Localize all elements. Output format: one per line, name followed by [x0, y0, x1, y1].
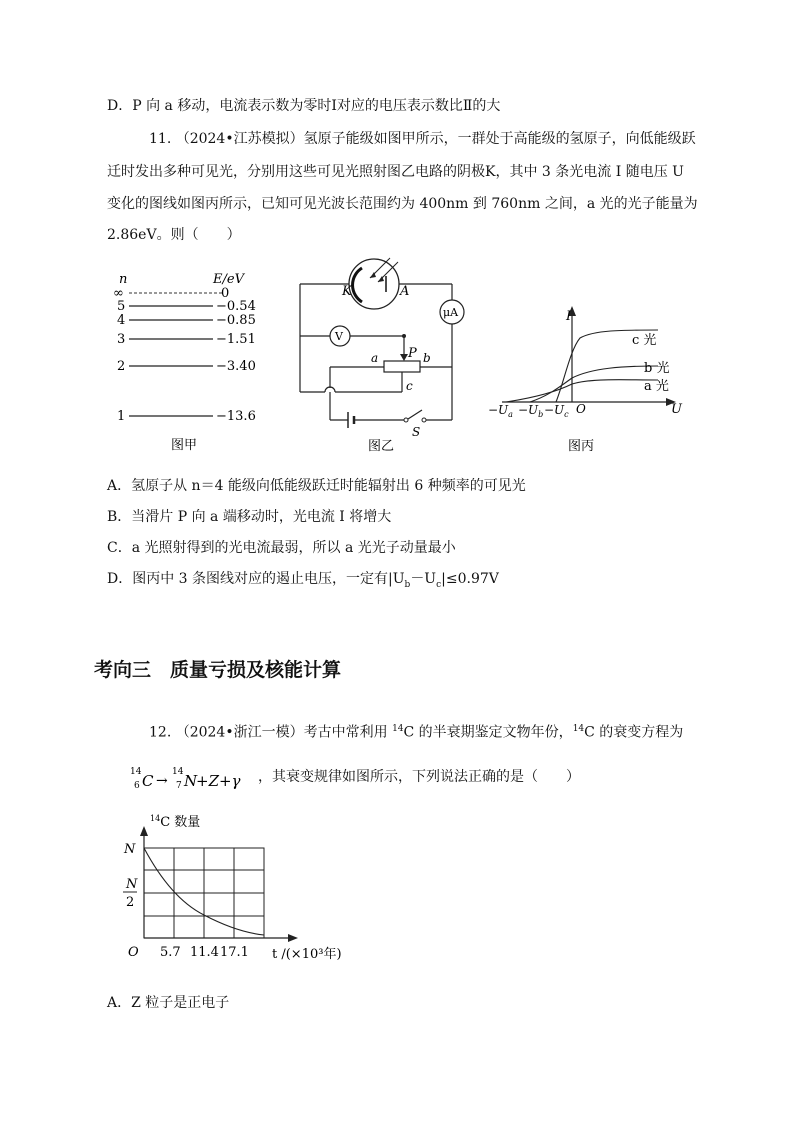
level-n: 2: [117, 359, 126, 374]
energy-header: E/eV: [213, 272, 244, 287]
slider-arrow: [400, 354, 408, 361]
section-heading: 考向三 质量亏损及核能计算: [94, 659, 342, 681]
level-energy: −0.85: [216, 313, 256, 328]
n-header: n: [119, 272, 128, 287]
svg-text:14: 14: [130, 767, 142, 777]
tick-label: 11.4: [190, 945, 219, 960]
x-axis-label: U: [671, 402, 682, 417]
svg-text:7: 7: [176, 781, 182, 791]
stop-voltage-a: $-U_a$: [488, 403, 513, 419]
tick-label: 17.1: [220, 945, 249, 960]
q11-option-a: A．氢原子从 n＝4 能级向低能级跃迁时能辐射出 6 种频率的可见光: [107, 478, 526, 494]
cathode: [353, 268, 362, 302]
prev-option-d: D．P 向 a 移动，电流表示数为零时Ⅰ对应的电压表示数比Ⅱ的大: [107, 98, 501, 114]
svg-text:→: →: [156, 773, 168, 789]
svg-text:+Z+γ: +Z+γ: [196, 772, 241, 790]
curve-label-c: c 光: [632, 333, 657, 348]
q11-stem-line2: 迁时发出多种可见光，分别用这些可见光照射图乙电路的阴极K，其中 3 条光电流 I 随电压 U: [107, 164, 684, 180]
fig-caption-jia: 图甲: [171, 438, 198, 453]
half-n-den: 2: [126, 895, 135, 910]
q11-option-d: D．图丙中 3 条图线对应的遏止电压，一定有$|U_b-U_c|\le 0.97V$: [107, 571, 499, 590]
label-pa: a: [371, 351, 379, 365]
graph-grid: [144, 848, 264, 938]
circuit-diagram: [290, 250, 480, 460]
label-k: K: [342, 284, 352, 299]
origin-label: O: [576, 402, 586, 416]
decay-equation: [126, 762, 260, 796]
level-energy: −0.54: [216, 299, 256, 314]
curve-b: [530, 366, 658, 402]
label-c: c: [406, 379, 413, 393]
graph-x-label: t /(×10³年): [272, 947, 342, 962]
label-s: S: [412, 425, 421, 439]
phototube: [349, 259, 399, 309]
level-energy: −13.6: [216, 409, 256, 424]
curve-label-b: b 光: [644, 361, 670, 376]
stop-voltage-b: $-U_b$: [518, 403, 544, 419]
tick-label: 5.7: [160, 945, 181, 960]
y-axis-label: I: [566, 309, 572, 324]
q11-stem-line3: 变化的图线如图丙所示，已知可见光波长范围约为 400nm 到 760nm 之间，a 光的光子能量为: [107, 196, 698, 212]
energy-level-diagram: [105, 266, 280, 456]
switch: [408, 410, 422, 419]
label-a: A: [400, 284, 410, 299]
curve-label-a: a 光: [644, 379, 669, 394]
q12-stem-line2: ，其衰变规律如图所示，下列说法正确的是（ ）: [258, 769, 580, 785]
microammeter-label: μA: [443, 306, 459, 319]
stop-voltage-c: $-U_c$: [544, 403, 569, 419]
rheostat: [384, 361, 420, 372]
graph-origin: O: [128, 945, 139, 960]
svg-text:C: C: [142, 772, 154, 790]
graph-y-label: $^{14}$C 数量: [150, 814, 201, 830]
svg-text:N: N: [184, 772, 198, 790]
fig-caption-bing: 图丙: [568, 439, 595, 454]
svg-text:6: 6: [134, 781, 140, 791]
iu-curves-diagram: [482, 302, 694, 458]
level-energy: 0: [221, 286, 230, 301]
decay-graph: [120, 808, 365, 968]
q11-stem-line1: 11. （2024•江苏模拟）氢原子能级如图甲所示，一群处于高能级的氢原子，向低能级跃: [149, 131, 696, 147]
voltmeter-label: V: [335, 330, 343, 343]
q12-option-a: A．Z 粒子是正电子: [107, 995, 230, 1011]
level-energy: −3.40: [216, 359, 256, 374]
level-n: 5: [117, 299, 126, 314]
q11-option-b: B．当滑片 P 向 a 端移动时，光电流 I 将增大: [107, 509, 392, 525]
label-p: P: [408, 346, 417, 361]
curve-a: [506, 380, 658, 402]
level-energy: −1.51: [216, 332, 256, 347]
n-label: N: [124, 842, 136, 857]
q12-stem-line1: 12. （2024•浙江一模）考古中常利用 $^{14}$C 的半衰期鉴定文物年份，$^{14}$C 的衰变方程为: [149, 724, 684, 741]
level-n: 1: [117, 409, 126, 424]
level-n: 4: [117, 313, 126, 328]
level-n: ∞: [113, 286, 124, 301]
svg-text:14: 14: [172, 767, 184, 777]
label-pb: b: [423, 351, 431, 365]
fig-caption-yi: 图乙: [368, 439, 395, 454]
level-n: 3: [117, 332, 126, 347]
half-n-num: N: [126, 877, 138, 892]
q11-stem-line4: 2.86eV。则（ ）: [107, 227, 241, 243]
q11-option-c: C．a 光照射得到的光电流最弱，所以 a 光光子动量最小: [107, 540, 456, 556]
